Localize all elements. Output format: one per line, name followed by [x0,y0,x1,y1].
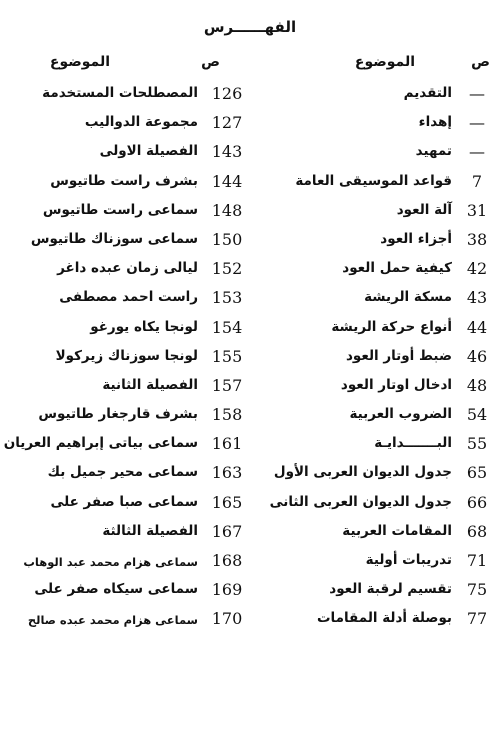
toc-entry [250,199,500,228]
toc-entry-page: 31 [466,200,488,220]
page-column-header: ص [201,54,220,70]
toc-entry-topic: سماعى محير جميل بك [47,464,198,481]
toc-entry-page: 153 [211,288,243,308]
toc-entry-page: 38 [466,229,488,249]
toc-entry-page: 144 [211,171,243,191]
toc-entry-topic: ضبط أوتار العود [345,347,452,364]
toc-entry [250,403,500,432]
toc-entry-topic: مسكة الريشة [364,289,452,306]
toc-entry [0,199,250,228]
toc-entry [250,257,500,286]
toc-entry [250,461,500,490]
toc-entry-page: 44 [466,317,488,337]
toc-entry [0,286,250,315]
toc-entry [0,228,250,257]
toc-entry-topic: الفصيلة الاولى [99,143,198,160]
toc-entry-page: 169 [211,580,243,600]
toc-entry-topic: سماعى هزام محمد عبده صالح [27,613,198,628]
toc-entry-page: 154 [211,317,243,337]
toc-entry-page: — [469,84,485,103]
toc-entry [0,345,250,374]
toc-entry-page: 143 [211,142,243,162]
toc-entry-topic: الفصيلة الثانية [102,376,198,393]
topic-column-header: الموضوع [49,54,110,70]
toc-entry-page: 77 [466,609,488,629]
toc-entry-topic: تدريبات أولية [365,552,452,568]
toc-entry-page: 68 [466,521,488,541]
toc-entry-page: 161 [211,434,243,454]
toc-entry [250,140,500,169]
toc-entry-topic: بشرف قارجغار طاتيوس [38,406,198,423]
toc-left-column [0,54,250,637]
toc-entry-page: 65 [466,463,488,483]
toc-entry-page: 148 [211,200,243,220]
toc-entry-page: 71 [466,551,488,570]
toc-entry-topic: جدول الديوان العربى الأول [273,464,452,481]
toc-entry [0,170,250,199]
toc-entry-topic: سماعى سيكاه صفر على [34,581,198,598]
toc-entry [0,578,250,607]
toc-entry-page: 167 [211,521,243,541]
toc-entry [250,228,500,257]
toc-entry-topic: سماعى بياتى إبراهيم العريان [3,435,198,452]
toc-entry-topic: سماعى راست طاتيوس [42,201,198,218]
toc-entry-topic: المقامات العربية [342,522,452,539]
toc-entry-page: 170 [211,609,243,629]
toc-entry-topic: الفصيلة الثالثة [102,522,198,539]
toc-entry-page: 163 [211,463,243,483]
column-header [0,54,250,82]
page-column-header: ص [471,54,490,70]
toc-entry-page: 150 [211,229,243,249]
toc-entry [0,257,250,286]
toc-entry [250,111,500,140]
toc-entry-page: 42 [466,259,488,279]
toc-right-column [250,54,500,637]
toc-entry-topic: بوصلة أدلة المقامات [316,610,452,627]
toc-entry-topic: أجزاء العود [380,230,452,247]
toc-entry-topic: الضروب العربية [349,406,452,423]
toc-entry [0,607,250,636]
toc-entry-page: 43 [466,288,488,308]
toc-entry [0,432,250,461]
toc-entry-topic: سماعى سوزناك طاتيوس [30,230,198,247]
toc-entry [0,140,250,169]
toc-entry [250,170,500,199]
toc-entry-page: 158 [211,405,243,425]
topic-column-header: الموضوع [354,54,415,70]
toc-entry [250,578,500,607]
toc-entry-topic: راست احمد مصطفى [59,289,198,306]
toc-entry [250,520,500,549]
toc-entry-page: 152 [211,259,243,279]
toc-entry-page: 46 [466,346,488,366]
toc-left-list [0,82,250,637]
toc-entry-topic: مجموعة الدواليب [84,114,198,131]
toc-entry [0,491,250,520]
toc-entry-topic: التقديم [403,85,452,101]
toc-entry [0,403,250,432]
toc-entry [250,82,500,111]
toc-entry-topic: سماعى صبا صفر على [50,493,198,510]
toc-entry [0,111,250,140]
toc-entry-page: 54 [466,405,488,425]
toc-entry-topic: جدول الديوان العربى الثانى [269,493,452,510]
toc-entry-page: 48 [466,375,488,395]
toc-entry-page: 168 [211,551,243,570]
toc-entry [250,286,500,315]
toc-entry-topic: سماعى هزام محمد عبد الوهاب [23,555,198,569]
toc-entry-page: 155 [211,346,243,366]
toc-entry [250,345,500,374]
toc-entry [0,520,250,549]
toc-entry-page: 127 [211,113,243,133]
toc-entry-page: 55 [466,434,488,454]
column-header [250,54,500,82]
toc-entry-topic: كيفية حمل العود [342,260,452,277]
toc-entry-topic: تمهيد [415,143,452,160]
toc-entry-page: — [469,142,485,162]
toc-entry-page: 7 [471,171,483,191]
toc-entry [250,432,500,461]
toc-entry-topic: بشرف راست طاتيوس [50,172,198,189]
toc-entry [0,374,250,403]
toc-entry-topic: آلة العود [396,201,452,218]
toc-entry-page: 165 [211,492,243,512]
toc-entry [0,82,250,111]
toc-entry [0,549,250,578]
toc-entry-topic: ليالى زمان عبده داغر [57,260,198,277]
toc-entry [0,461,250,490]
toc-entry-page: — [469,113,485,133]
toc-right-list [250,82,500,637]
toc-entry-topic: ادخال اوتار العود [340,376,452,393]
toc-entry-topic: البـــــــدايـة [374,435,452,452]
toc-entry-topic: المصطلحات المستخدمة [42,85,198,101]
toc-entry-topic: قواعد الموسيقى العامة [295,172,452,189]
toc-entry-page: 126 [211,84,243,103]
toc-entry-topic: لونجا سوزناك زيركولا [55,347,198,364]
toc-entry-topic: أنواع حركة الريشة [331,318,452,335]
toc-entry [250,607,500,636]
toc-entry-page: 157 [211,375,243,395]
toc-entry [250,549,500,578]
toc-entry-page: 75 [466,580,488,600]
toc-entry [250,316,500,345]
toc-entry-page: 66 [466,492,488,512]
toc-entry [250,491,500,520]
toc-entry-topic: تقسيم لرقبة العود [329,581,452,598]
toc-entry [0,316,250,345]
toc-entry-topic: لونجا يكاه يورغو [90,318,198,335]
toc-entry [250,374,500,403]
page-title: الفهــــــرس [203,18,297,36]
toc-entry-topic: إهداء [418,114,452,131]
